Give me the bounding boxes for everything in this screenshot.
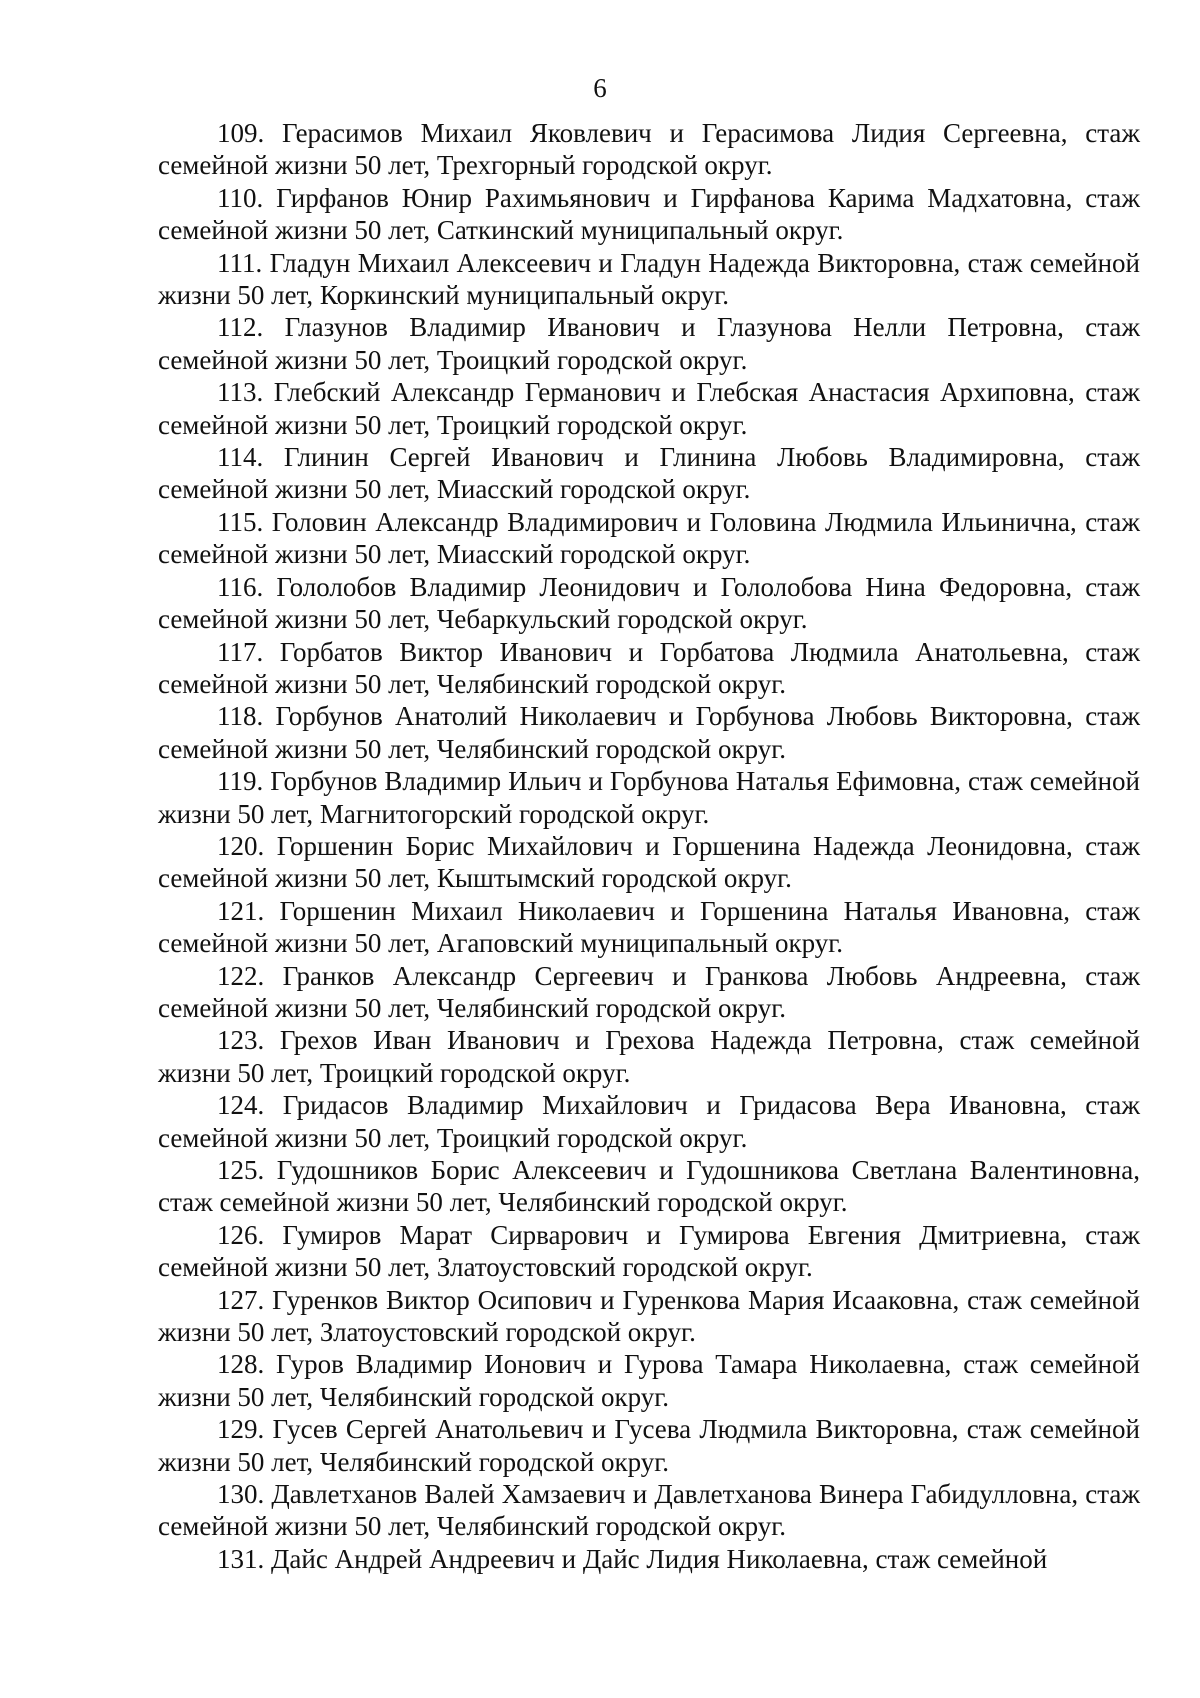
- list-item: 123. Грехов Иван Иванович и Грехова Надежда Петровна, стаж семейной жизни 50 лет, Троицкий городской округ.: [158, 1025, 1140, 1088]
- list-item: 120. Горшенин Борис Михайлович и Горшенина Надежда Леонидовна, стаж семейной жизни 50 лет, Кыштымский городской округ.: [158, 830, 1140, 894]
- list-item: 126. Гумиров Марат Сирварович и Гумирова Евгения Дмитриевна, стаж семейной жизни 50 лет, Златоустовский городской округ.: [158, 1219, 1140, 1283]
- list-item: 111. Гладун Михаил Алексеевич и Гладун Надежда Викторовна, стаж семейной жизни 50 лет, Коркинский муниципальный округ.: [158, 247, 1140, 311]
- list-item: 122. Гранков Александр Сергеевич и Гранкова Любовь Андреевна, стаж семейной жизни 50 лет, Челябинский городской округ.: [158, 960, 1140, 1023]
- list-item: 129. Гусев Сергей Анатольевич и Гусева Людмила Викторовна, стаж семейной жизни 50 лет, Челябинский городской округ.: [158, 1414, 1140, 1477]
- award-list: [158, 117, 1140, 1575]
- list-item: 127. Гуренков Виктор Осипович и Гуренкова Мария Исааковна, стаж семейной жизни 50 лет, Златоустовский городской округ.: [158, 1284, 1140, 1348]
- list-item: 131. Дайс Андрей Андреевич и Дайс Лидия Николаевна, стаж семейной: [217, 1543, 1048, 1574]
- page-number: 6: [593, 73, 607, 103]
- list-item: 128. Гуров Владимир Ионович и Гурова Тамара Николаевна, стаж семейной жизни 50 лет, Челябинский городской округ.: [158, 1349, 1140, 1412]
- list-item: 114. Глинин Сергей Иванович и Глинина Любовь Владимировна, стаж семейной жизни 50 лет, Миасский городской округ.: [158, 442, 1140, 505]
- list-item: 119. Горбунов Владимир Ильич и Горбунова Наталья Ефимовна, стаж семейной жизни 50 лет, Магнитогорский городской округ.: [158, 766, 1140, 829]
- list-item: 118. Горбунов Анатолий Николаевич и Горбунова Любовь Викторовна, стаж семейной жизни 50 лет, Челябинский городской округ.: [158, 701, 1140, 764]
- list-item: 110. Гирфанов Юнир Рахимьянович и Гирфанова Карима Мадхатовна, стаж семейной жизни 50 лет, Саткинский муниципальный округ.: [158, 182, 1140, 246]
- list-item: 116. Гололобов Владимир Леонидович и Гололобова Нина Федоровна, стаж семейной жизни 50 лет, Чебаркульский городской округ.: [158, 571, 1140, 635]
- list-item: 109. Герасимов Михаил Яковлевич и Герасимова Лидия Сергеевна, стаж семейной жизни 50 лет, Трехгорный городской округ.: [158, 118, 1140, 181]
- list-item: 112. Глазунов Владимир Иванович и Глазунова Нелли Петровна, стаж семейной жизни 50 лет, Троицкий городской округ.: [158, 312, 1140, 375]
- list-item: 121. Горшенин Михаил Николаевич и Горшенина Наталья Ивановна, стаж семейной жизни 50 лет, Агаповский муниципальный округ.: [158, 895, 1140, 959]
- list-item: 113. Глебский Александр Германович и Глебская Анастасия Архиповна, стаж семейной жизни 50 лет, Троицкий городской округ.: [158, 377, 1140, 440]
- list-item: 124. Гридасов Владимир Михайлович и Гридасова Вера Ивановна, стаж семейной жизни 50 лет, Троицкий городской округ.: [158, 1090, 1140, 1153]
- list-item: 115. Головин Александр Владимирович и Головина Людмила Ильинична, стаж семейной жизни 50 лет, Миасский городской округ.: [158, 506, 1140, 570]
- list-item: 130. Давлетханов Валей Хамзаевич и Давлетханова Винера Габидулловна, стаж семейной жизни 50 лет, Челябинский городской округ.: [158, 1479, 1140, 1542]
- list-item: 117. Горбатов Виктор Иванович и Горбатова Людмила Анатольевна, стаж семейной жизни 50 лет, Челябинский городской округ.: [158, 636, 1140, 699]
- list-item: 125. Гудошников Борис Алексеевич и Гудошникова Светлана Валентиновна, стаж семейной жизни 50 лет, Челябинский городской округ.: [158, 1155, 1140, 1218]
